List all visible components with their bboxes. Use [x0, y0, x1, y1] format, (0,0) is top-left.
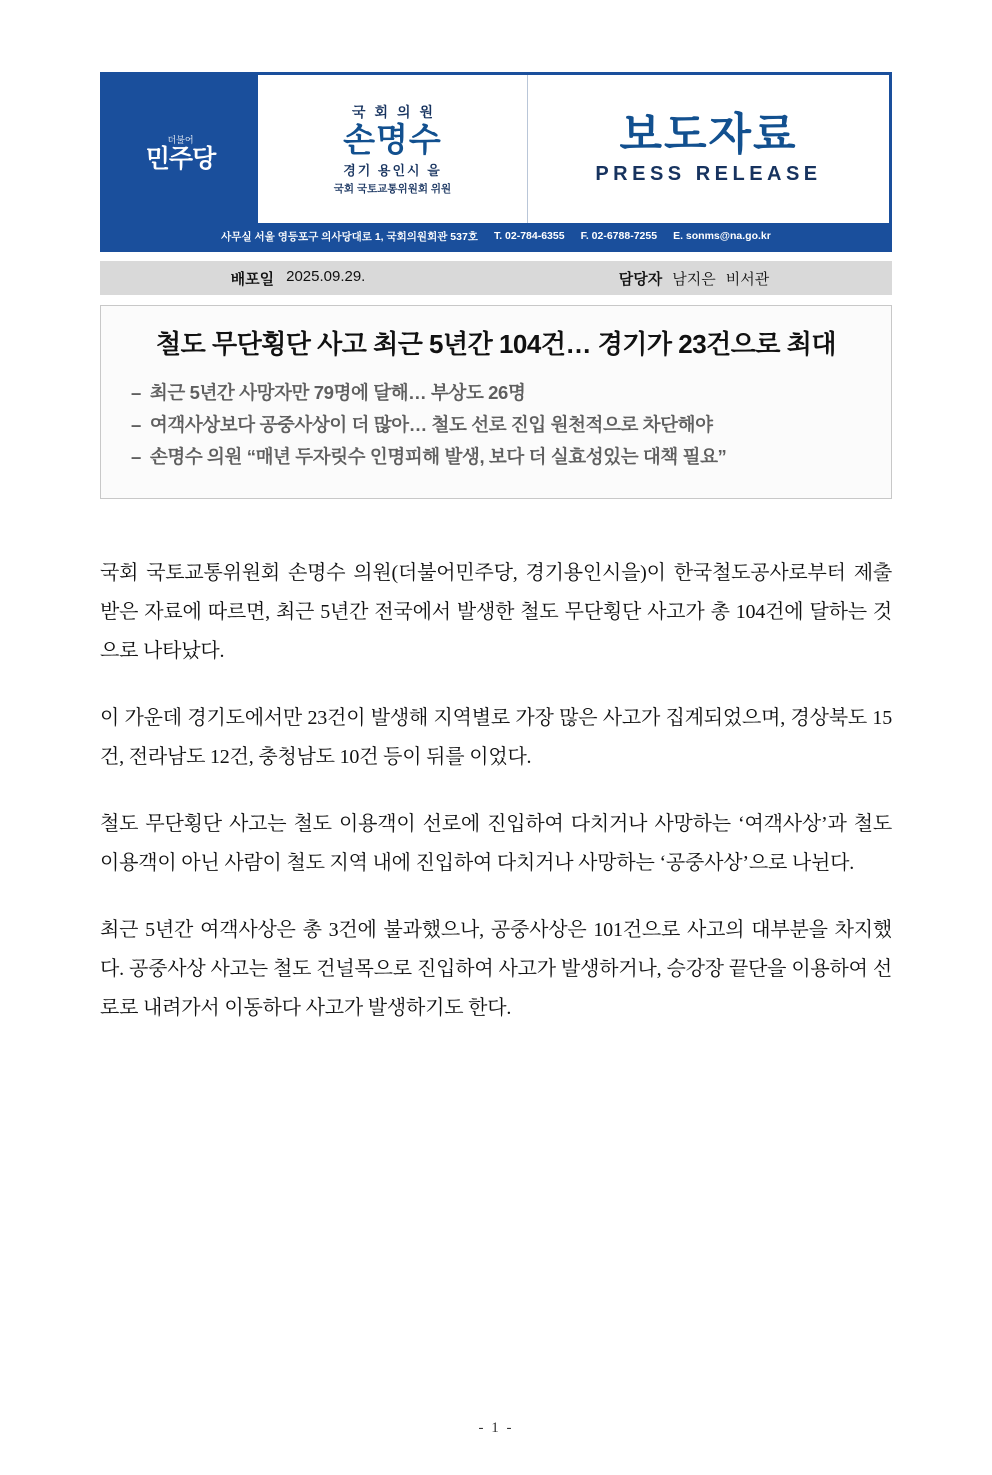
- member-role: 국회의원: [351, 104, 443, 121]
- office-tel: T. 02-784-6355: [493, 230, 565, 242]
- body-paragraph: 철도 무단횡단 사고는 철도 이용객이 선로에 진입하여 다치거나 사망하는 ‘여객사상’과 철도 이용객이 아닌 사람이 철도 지역 내에 진입하여 다치거나 사망하는 ‘공중사상’으로 나뉜다.: [100, 812, 892, 874]
- press-release-page: [0, 72, 992, 1475]
- member-district: 경기 용인시 을: [343, 162, 442, 178]
- party-logo-top-text: 더불어: [167, 134, 194, 145]
- press-release-english: PRESS RELEASE: [595, 162, 822, 185]
- body-paragraph: 최근 5년간 여객사상은 총 3건에 불과했으나, 공중사상은 101건으로 사고의 대부분을 차지했다. 공중사상 사고는 철도 건널목으로 진입하여 사고가 발생하거나, 승강장 끝단을 이용하여 선로로 내려가서 이동하다 사고가 발생하기도 한다.: [100, 918, 892, 1019]
- member-block: [258, 75, 528, 223]
- meta-bar: [100, 261, 892, 295]
- party-logo: [103, 75, 258, 223]
- press-release-mark: [528, 75, 889, 223]
- release-date-value: 2025.09.29.: [286, 267, 366, 285]
- letterhead: [100, 72, 892, 252]
- body-paragraph: 국회 국토교통위원회 손명수 의원(더불어민주당, 경기용인시을)이 한국철도공사로부터 제출받은 자료에 따르면, 최근 5년간 전국에서 발생한 철도 무단횡단 사고가 총 104건에 달하는 것으로 나타났다.: [100, 561, 892, 662]
- press-release-korean: 보도자료: [619, 110, 798, 160]
- office-fax: F. 02-6788-7255: [580, 230, 658, 242]
- office-address: 사무실 서울 영등포구 의사당대로 1, 국회의원회관 537호: [221, 230, 478, 243]
- subheadline-item: [131, 409, 861, 441]
- subheadline-text: 여객사상보다 공중사상이 더 많아… 철도 선로 진입 원천적으로 차단해야: [149, 413, 713, 435]
- contact-person-label: 담당자: [618, 270, 663, 288]
- contact-bar: [103, 223, 889, 249]
- subheadline-text: 손명수 의원 “매년 두자릿수 인명피해 발생, 보다 더 실효성있는 대책 필요”: [149, 446, 727, 468]
- body-copy: [100, 554, 892, 1028]
- body-paragraph: 이 가운데 경기도에서만 23건이 발생해 지역별로 가장 많은 사고가 집계되었으며, 경상북도 15건, 전라남도 12건, 충청남도 10건 등이 뒤를 이었다.: [100, 706, 892, 768]
- member-committee: 국회 국토교통위원회 위원: [333, 182, 452, 195]
- party-logo-name: 민주당: [145, 144, 216, 173]
- member-name: 손명수: [343, 121, 442, 159]
- bullet-dash-icon: –: [131, 446, 141, 468]
- subheadline-item: [131, 441, 861, 473]
- subheadline-list: [125, 377, 867, 474]
- title-box: [100, 305, 892, 499]
- contact-person-group: [496, 268, 892, 289]
- bullet-dash-icon: –: [131, 381, 141, 403]
- release-date-group: [100, 268, 496, 289]
- office-email: E. sonms@na.go.kr: [673, 230, 771, 242]
- bullet-dash-icon: –: [131, 413, 141, 435]
- letterhead-main: [103, 75, 889, 223]
- contact-person-name: 남지은: [672, 270, 716, 288]
- contact-person-title: 비서관: [725, 270, 770, 288]
- release-date-label: 배포일: [230, 270, 275, 288]
- subheadline-text: 최근 5년간 사망자만 79명에 달해… 부상도 26명: [149, 381, 526, 403]
- headline: 철도 무단횡단 사고 최근 5년간 104건… 경기가 23건으로 최대: [156, 329, 836, 359]
- page-number: - 1 -: [478, 1420, 514, 1436]
- subheadline-item: [131, 377, 861, 409]
